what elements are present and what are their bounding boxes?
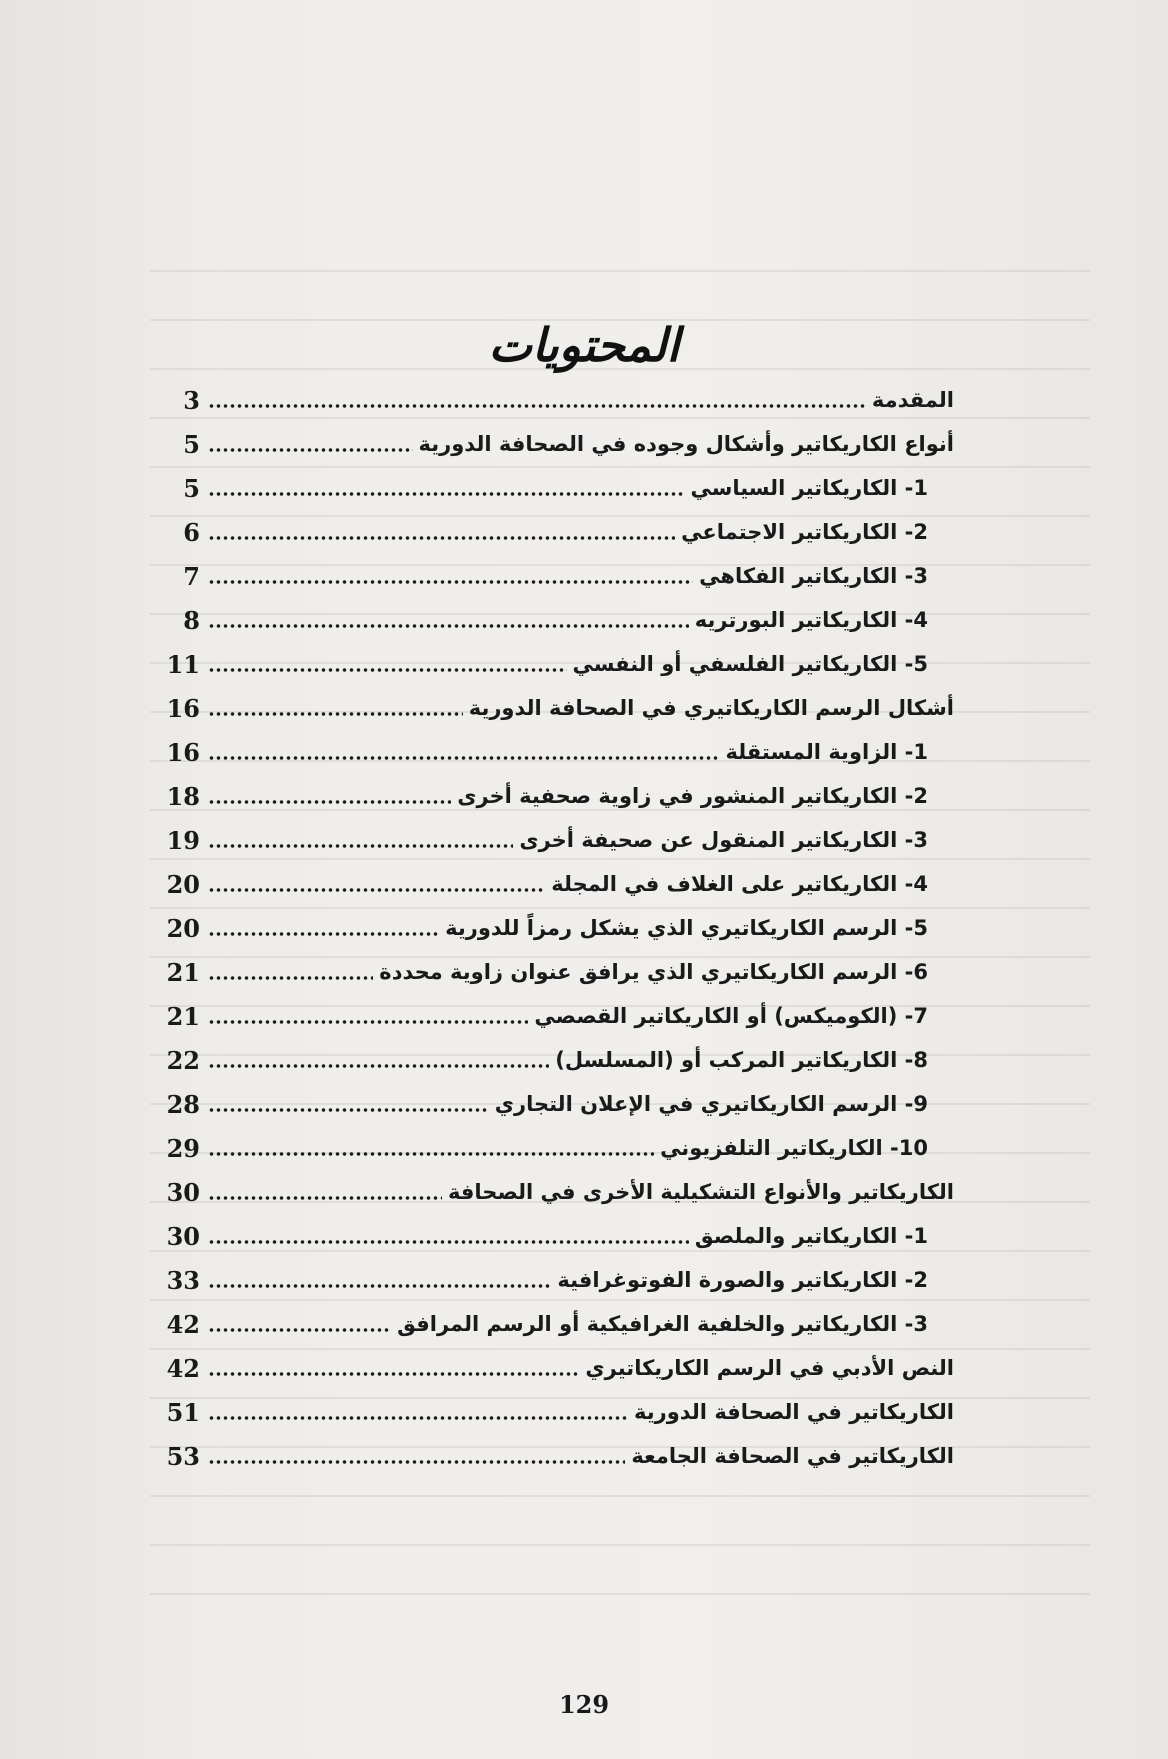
toc-entry[interactable]	[0, 380, 1168, 420]
page-number: 129	[558, 1690, 610, 1719]
toc-page-number: 8	[183, 605, 200, 635]
dot-leader	[208, 887, 545, 893]
toc-page-number: 20	[166, 869, 200, 899]
toc-page-number: 53	[166, 1441, 200, 1471]
toc-entry[interactable]	[0, 1084, 1168, 1124]
dot-leader	[208, 711, 463, 717]
toc-entry-label: المقدمة	[871, 388, 954, 412]
toc-entry[interactable]	[0, 864, 1168, 904]
toc-entry[interactable]	[0, 1172, 1168, 1212]
toc-page-number: 28	[166, 1089, 200, 1119]
toc-page-number: 5	[183, 429, 200, 459]
toc-entry-label: 2- الكاريكاتير والصورة الفوتوغرافية	[557, 1268, 928, 1292]
dot-leader	[208, 755, 719, 761]
dot-leader	[208, 799, 451, 805]
toc-entry-label: النص الأدبي في الرسم الكاريكاتيري	[585, 1356, 954, 1380]
toc-entry-label: 10- الكاريكاتير التلفزيوني	[660, 1136, 928, 1160]
toc-entry[interactable]	[0, 952, 1168, 992]
toc-entry-label: 8- الكاريكاتير المركب أو (المسلسل)	[555, 1048, 928, 1072]
page-title: المحتويات	[488, 318, 680, 372]
dot-leader	[208, 1459, 625, 1465]
toc-entry-label: 2- الكاريكاتير الاجتماعي	[681, 520, 928, 544]
dot-leader	[208, 1283, 551, 1289]
toc-page-number: 7	[183, 561, 200, 591]
toc-entry[interactable]	[0, 600, 1168, 640]
toc-page-number: 11	[166, 649, 200, 679]
toc-entry-label: الكاريكاتير والأنواع التشكيلية الأخرى في الصحافة	[447, 1180, 954, 1204]
toc-entry-label: الكاريكاتير في الصحافة الجامعة	[631, 1444, 954, 1468]
toc-entry-label: 1- الزاوية المستقلة	[725, 740, 928, 764]
toc-page-number: 22	[166, 1045, 200, 1075]
dot-leader	[208, 975, 373, 981]
toc-entry[interactable]	[0, 1348, 1168, 1388]
toc-entry[interactable]	[0, 1304, 1168, 1344]
toc-entry[interactable]	[0, 688, 1168, 728]
toc-entry-label: 6- الرسم الكاريكاتيري الذي يرافق عنوان زاوية محددة	[379, 960, 928, 984]
toc-entry[interactable]	[0, 556, 1168, 596]
toc-page-number: 21	[166, 1001, 200, 1031]
toc-entry[interactable]	[0, 468, 1168, 508]
toc-entry-label: 7- (الكوميكس) أو الكاريكاتير القصصي	[534, 1004, 928, 1028]
dot-leader	[208, 1371, 579, 1377]
dot-leader	[208, 403, 866, 409]
toc-entry[interactable]	[0, 732, 1168, 772]
toc-entry-label: 4- الكاريكاتير على الغلاف في المجلة	[551, 872, 928, 896]
toc-page-number: 16	[166, 693, 200, 723]
toc-page-number: 3	[183, 385, 200, 415]
toc-entry[interactable]	[0, 1436, 1168, 1476]
dot-leader	[208, 1107, 489, 1113]
toc-entry-label: 1- الكاريكاتير والملصق	[694, 1224, 928, 1248]
toc-entry-label: 3- الكاريكاتير الفكاهي	[699, 564, 928, 588]
toc-page-number: 42	[166, 1309, 200, 1339]
dot-leader	[208, 1195, 442, 1201]
toc-entry-label: 9- الرسم الكاريكاتيري في الإعلان التجاري	[494, 1092, 928, 1116]
toc-entry[interactable]	[0, 1040, 1168, 1080]
dot-leader	[208, 1327, 391, 1333]
dot-leader	[208, 1151, 654, 1157]
toc-entry[interactable]	[0, 996, 1168, 1036]
toc-entry[interactable]	[0, 1128, 1168, 1168]
toc-page-number: 42	[166, 1353, 200, 1383]
toc-entry-label: الكاريكاتير في الصحافة الدورية	[634, 1400, 954, 1424]
dot-leader	[208, 843, 513, 849]
toc-page-number: 16	[166, 737, 200, 767]
toc-entry[interactable]	[0, 1260, 1168, 1300]
toc-entry[interactable]	[0, 1392, 1168, 1432]
toc-page-number: 6	[183, 517, 200, 547]
dot-leader	[208, 1239, 689, 1245]
toc-entry-label: 3- الكاريكاتير المنقول عن صحيفة أخرى	[519, 828, 928, 852]
toc-entry[interactable]	[0, 644, 1168, 684]
toc-entry[interactable]	[0, 424, 1168, 464]
toc-page-number: 18	[166, 781, 200, 811]
toc-page-number: 33	[166, 1265, 200, 1295]
dot-leader	[208, 447, 413, 453]
toc-entry[interactable]	[0, 776, 1168, 816]
toc-entry[interactable]	[0, 1216, 1168, 1256]
toc-entry[interactable]	[0, 908, 1168, 948]
dot-leader	[208, 667, 567, 673]
dot-leader	[208, 931, 439, 937]
toc-page-number: 21	[166, 957, 200, 987]
toc-entry-label: أشكال الرسم الكاريكاتيري في الصحافة الدورية	[468, 696, 954, 720]
toc-page-number: 20	[166, 913, 200, 943]
toc-entry-label: أنواع الكاريكاتير وأشكال وجوده في الصحافة الدورية	[418, 432, 954, 456]
dot-leader	[208, 1019, 528, 1025]
toc-entry[interactable]	[0, 512, 1168, 552]
toc-page-number: 5	[183, 473, 200, 503]
toc-entry-label: 1- الكاريكاتير السياسي	[690, 476, 928, 500]
toc-page-number: 30	[166, 1221, 200, 1251]
toc-entry[interactable]	[0, 820, 1168, 860]
dot-leader	[208, 1063, 549, 1069]
toc-entry-label: 3- الكاريكاتير والخلفية الغرافيكية أو الرسم المرافق	[397, 1312, 928, 1336]
toc-page-number: 30	[166, 1177, 200, 1207]
dot-leader	[208, 491, 684, 497]
toc-entry-label: 4- الكاريكاتير البورتريه	[694, 608, 928, 632]
toc-entry-label: 5- الكاريكاتير الفلسفي أو النفسي	[572, 652, 928, 676]
toc-entry-label: 2- الكاريكاتير المنشور في زاوية صحفية أخرى	[457, 784, 928, 808]
toc-page-number: 29	[166, 1133, 200, 1163]
dot-leader	[208, 1415, 628, 1421]
toc-entry-label: 5- الرسم الكاريكاتيري الذي يشكل رمزاً للدورية	[445, 916, 928, 940]
toc-page-number: 19	[166, 825, 200, 855]
toc-page-number: 51	[166, 1397, 200, 1427]
dot-leader	[208, 579, 693, 585]
dot-leader	[208, 623, 689, 629]
dot-leader	[208, 535, 675, 541]
